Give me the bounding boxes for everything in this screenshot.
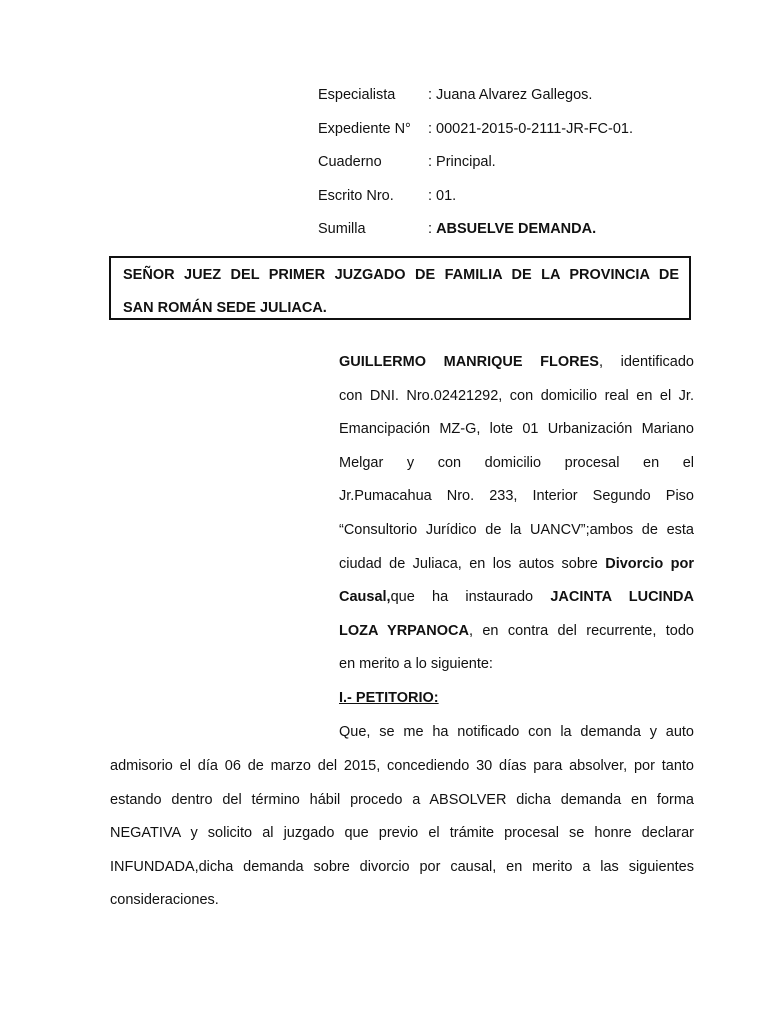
body-line: NEGATIVA y solicito al juzgado que previo el trámite procesal se honre declarar (110, 825, 694, 842)
meta-value: : Juana Alvarez Gallegos. (428, 87, 593, 103)
intro-line: “Consultorio Jurídico de la UANCV”;ambos de esta (339, 521, 694, 538)
meta-label: Especialista (318, 87, 396, 103)
body-line: consideraciones. (110, 892, 219, 909)
case-metadata (318, 84, 738, 252)
court-addressee-line2: SAN ROMÁN SEDE JULIACA. (123, 300, 327, 316)
intro-text: , identificado (598, 354, 694, 370)
intro-line (339, 585, 694, 619)
meta-value: : Principal. (428, 154, 496, 170)
intro-line: con DNI. Nro.02421292, con domicilio real en el Jr. (339, 387, 694, 404)
court-addressee-box (109, 256, 691, 320)
sumilla-text: ABSUELVE DEMANDA. (436, 221, 597, 237)
plaintiff-name-cont: LOZA YRPANOCA (339, 622, 469, 639)
meta-row-cuaderno (318, 151, 738, 185)
body-line: admisorio el día 06 de marzo del 2015, concediendo 30 días para absolver, por tanto (110, 758, 694, 774)
case-type-cont: Causal, (339, 589, 391, 606)
party-name: GUILLERMO MANRIQUE FLORES (339, 354, 599, 370)
meta-value: : 00021-2015-0-2111-JR-FC-01. (428, 120, 633, 137)
intro-line: Emancipación MZ-G, lote 01 Urbanización Mariano (339, 421, 694, 438)
meta-label: Expediente N° (318, 120, 411, 137)
petitorio-body (110, 754, 694, 922)
meta-row-escrito (318, 185, 738, 219)
case-type: Divorcio por (605, 555, 694, 572)
intro-text: que ha instaurado (390, 589, 551, 606)
meta-label: Cuaderno (318, 154, 382, 170)
intro-line: Melgar y con domicilio procesal en el (339, 454, 694, 471)
section-title-petitorio: I.- PETITORIO: (339, 690, 439, 706)
meta-row-especialista (318, 84, 738, 118)
meta-row-sumilla (318, 218, 738, 252)
petitorio-first-line (339, 720, 694, 754)
meta-value: : 01. (428, 187, 457, 204)
intro-line: en merito a lo siguiente: (339, 656, 493, 673)
intro-text: ciudad de Juliaca, en los autos sobre (339, 555, 606, 572)
intro-line (339, 552, 694, 586)
party-intro (339, 350, 694, 686)
body-line: Que, se me ha notificado con la demanda y auto (339, 724, 694, 740)
meta-label: Escrito Nro. (318, 187, 394, 204)
intro-line (339, 619, 694, 653)
intro-line: Jr.Pumacahua Nro. 233, Interior Segundo Piso (339, 488, 694, 505)
court-addressee-line1: SEÑOR JUEZ DEL PRIMER JUZGADO DE FAMILIA DE LA PROVINCIA DE (123, 267, 679, 283)
intro-text: , en contra del recurrente, todo (468, 622, 694, 639)
intro-line (339, 350, 694, 384)
meta-value (428, 218, 596, 240)
meta-row-expediente (318, 118, 738, 152)
meta-value-prefix: : (428, 221, 437, 237)
meta-label: Sumilla (318, 221, 366, 237)
plaintiff-name: JACINTA LUCINDA (550, 589, 695, 606)
body-line: estando dentro del término hábil procedo a ABSOLVER dicha demanda en forma (110, 791, 694, 808)
body-line: INFUNDADA,dicha demanda sobre divorcio por causal, en merito a las siguientes (110, 858, 694, 875)
